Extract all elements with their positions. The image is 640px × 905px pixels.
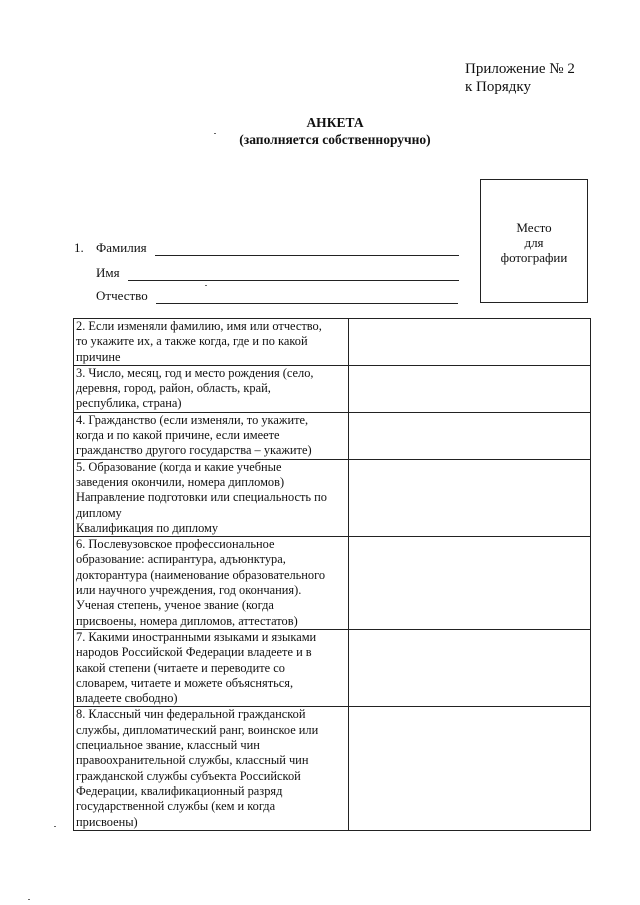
question-line: образование: аспирантура, адъюнктура, xyxy=(76,552,286,567)
question-line: 7. Какими иностранными языками и языками xyxy=(76,629,317,644)
question-line: владеете свободно) xyxy=(76,691,178,706)
question-line: государственной службы (кем и когда xyxy=(76,799,276,814)
question-line: докторантура (наименование образовательного xyxy=(76,567,326,582)
question-line: какой степени (читаете и переводите со xyxy=(76,660,285,675)
question-line: словарем, читаете и можете объясняться, xyxy=(76,675,294,690)
patronymic-row xyxy=(96,288,458,304)
question-line: деревня, город, район, область, край, xyxy=(76,381,271,396)
scan-speck xyxy=(205,285,207,286)
question-line: гражданство другого государства – укажите) xyxy=(76,443,312,458)
question-cell xyxy=(74,319,349,366)
question-line: 6. Послевузовское профессиональное xyxy=(76,537,275,552)
surname-label: Фамилия xyxy=(96,240,147,255)
item-number: 1. xyxy=(74,240,84,255)
form-title-main: АНКЕТА xyxy=(306,115,364,130)
question-line: присвоены) xyxy=(76,814,138,829)
question-line: заведения окончили, номера дипломов) xyxy=(76,474,285,489)
question-cell xyxy=(74,707,349,830)
question-text xyxy=(76,537,346,629)
photo-label-line3: фотографии xyxy=(500,250,568,265)
table-row xyxy=(74,365,591,412)
question-line: правоохранительной службы, классный чин xyxy=(76,753,309,768)
table-row xyxy=(74,319,591,366)
question-text xyxy=(76,366,346,412)
photo-label-line2: для xyxy=(524,235,544,250)
answer-cell[interactable] xyxy=(348,629,590,706)
scan-speck xyxy=(28,899,30,900)
question-text xyxy=(76,630,346,706)
question-line: гражданской службы субъекта Российской xyxy=(76,768,301,783)
form-title-sub: (заполняется собственноручно) xyxy=(239,132,431,147)
surname-row xyxy=(74,240,459,256)
scan-speck xyxy=(54,826,56,827)
question-text xyxy=(76,707,346,829)
question-line: 8. Классный чин федеральной гражданской xyxy=(76,707,306,722)
question-line: Федерации, квалификационный разряд xyxy=(76,783,283,798)
question-text xyxy=(76,460,346,536)
question-line: присвоены, номера дипломов, аттестатов) xyxy=(76,613,298,628)
table-row xyxy=(74,537,591,630)
question-cell xyxy=(74,412,349,459)
appendix-order: к Порядку xyxy=(465,79,531,95)
answer-cell[interactable] xyxy=(348,707,590,830)
scan-speck xyxy=(214,133,216,134)
question-line: 3. Число, месяц, год и место рождения (село, xyxy=(76,365,314,380)
photo-placeholder xyxy=(480,179,588,303)
name-field[interactable] xyxy=(128,268,459,281)
question-line: Ученая степень, ученое звание (когда xyxy=(76,598,274,613)
question-line: причине xyxy=(76,349,121,364)
table-row xyxy=(74,629,591,706)
table-row xyxy=(74,707,591,830)
surname-field[interactable] xyxy=(155,243,459,256)
question-line: народов Российской Федерации владеете и в xyxy=(76,645,312,660)
question-line: Квалификация по диплому xyxy=(76,520,219,535)
question-line: 5. Образование (когда и какие учебные xyxy=(76,459,282,474)
question-line: Направление подготовки или специальность по xyxy=(76,490,327,505)
answer-cell[interactable] xyxy=(348,412,590,459)
question-line: когда и по какой причине, если имеете xyxy=(76,428,280,443)
appendix-reference xyxy=(465,60,575,96)
question-line: республика, страна) xyxy=(76,396,182,411)
question-text xyxy=(76,413,346,459)
questionnaire-table xyxy=(73,318,591,831)
question-cell xyxy=(74,365,349,412)
table-row xyxy=(74,412,591,459)
question-line: 2. Если изменяли фамилию, имя или отчество, xyxy=(76,319,322,333)
answer-cell[interactable] xyxy=(348,319,590,366)
question-cell xyxy=(74,537,349,630)
answer-cell[interactable] xyxy=(348,459,590,536)
answer-cell[interactable] xyxy=(348,537,590,630)
question-line: службы, дипломатический ранг, воинское или xyxy=(76,722,319,737)
patronymic-label: Отчество xyxy=(96,288,148,303)
name-label: Имя xyxy=(96,265,120,280)
table-row xyxy=(74,459,591,536)
answer-cell[interactable] xyxy=(348,365,590,412)
photo-label-line1: Место xyxy=(516,220,552,235)
question-cell xyxy=(74,459,349,536)
name-row xyxy=(96,265,459,281)
question-line: то укажите их, а также когда, где и по какой xyxy=(76,334,308,349)
appendix-number: Приложение № 2 xyxy=(465,61,575,77)
question-line: специальное звание, классный чин xyxy=(76,738,260,753)
question-text xyxy=(76,319,346,365)
question-line: 4. Гражданство (если изменяли, то укажите, xyxy=(76,412,309,427)
question-cell xyxy=(74,629,349,706)
question-line: диплому xyxy=(76,505,122,520)
question-line: или научного учреждения, год окончания). xyxy=(76,583,302,598)
patronymic-field[interactable] xyxy=(156,291,458,304)
form-title xyxy=(0,114,640,148)
